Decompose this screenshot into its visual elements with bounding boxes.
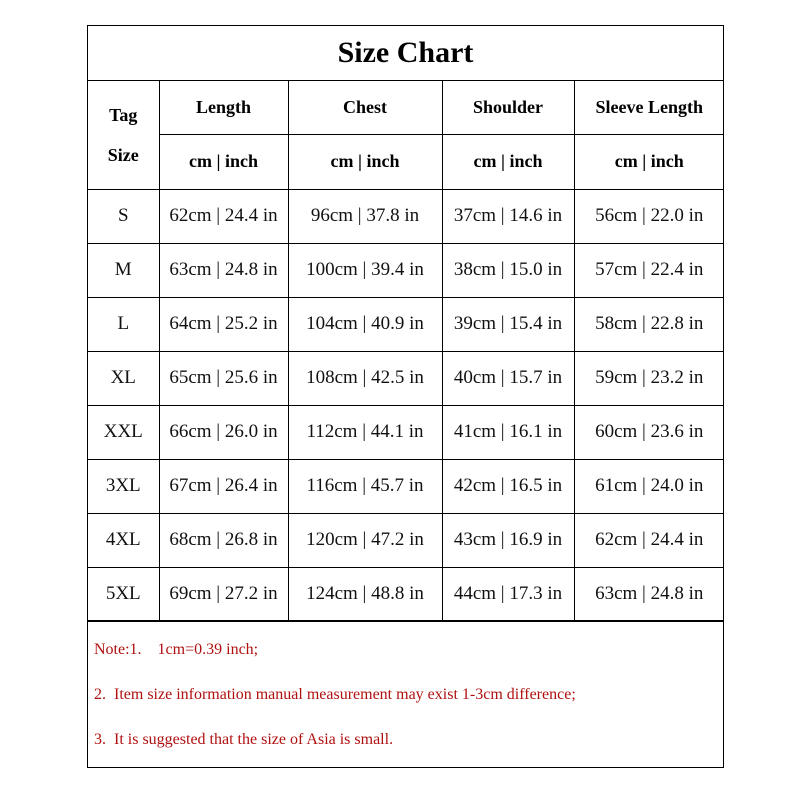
size-cell: 3XL bbox=[88, 459, 159, 513]
sleeve-length-header: Sleeve Length bbox=[574, 81, 724, 134]
size-cell: S bbox=[88, 189, 159, 243]
length-cell: 69cm | 27.2 in bbox=[159, 567, 288, 621]
shoulder-cell: 37cm | 14.6 in bbox=[442, 189, 574, 243]
notes-section bbox=[88, 620, 723, 768]
chest-cell: 124cm | 48.8 in bbox=[288, 567, 442, 621]
table-row bbox=[88, 189, 724, 243]
chest-cell: 116cm | 45.7 in bbox=[288, 459, 442, 513]
table-row bbox=[88, 243, 724, 297]
table-row bbox=[88, 405, 724, 459]
size-table bbox=[88, 81, 724, 622]
sleeve-length-cell: 61cm | 24.0 in bbox=[574, 459, 724, 513]
sleeve-length-cell: 62cm | 24.4 in bbox=[574, 513, 724, 567]
size-cell: 4XL bbox=[88, 513, 159, 567]
sleeve-length-cell: 56cm | 22.0 in bbox=[574, 189, 724, 243]
length-cell: 65cm | 25.6 in bbox=[159, 351, 288, 405]
sleeve-length-cell: 60cm | 23.6 in bbox=[574, 405, 724, 459]
shoulder-cell: 43cm | 16.9 in bbox=[442, 513, 574, 567]
table-row bbox=[88, 351, 724, 405]
size-cell: L bbox=[88, 297, 159, 351]
chest-cell: 104cm | 40.9 in bbox=[288, 297, 442, 351]
note-1: Note:1. 1cm=0.39 inch; bbox=[94, 641, 259, 658]
note-3: 3. It is suggested that the size of Asia is small. bbox=[94, 731, 394, 748]
shoulder-cell: 42cm | 16.5 in bbox=[442, 459, 574, 513]
length-header: Length bbox=[159, 81, 288, 134]
length-cell: 67cm | 26.4 in bbox=[159, 459, 288, 513]
table-row bbox=[88, 567, 724, 621]
sleeve-length-cell: 57cm | 22.4 in bbox=[574, 243, 724, 297]
length-cell: 62cm | 24.4 in bbox=[159, 189, 288, 243]
chest-cell: 112cm | 44.1 in bbox=[288, 405, 442, 459]
sleeve-length-cell: 59cm | 23.2 in bbox=[574, 351, 724, 405]
unit-row bbox=[88, 134, 724, 189]
shoulder-unit: cm | inch bbox=[442, 134, 574, 189]
header-row bbox=[88, 81, 724, 134]
tag-size-header bbox=[88, 81, 159, 189]
sleeve-length-cell: 63cm | 24.8 in bbox=[574, 567, 724, 621]
chest-cell: 100cm | 39.4 in bbox=[288, 243, 442, 297]
size-cell: M bbox=[88, 243, 159, 297]
shoulder-header: Shoulder bbox=[442, 81, 574, 134]
size-label: Size bbox=[107, 144, 139, 165]
length-cell: 64cm | 25.2 in bbox=[159, 297, 288, 351]
length-cell: 66cm | 26.0 in bbox=[159, 405, 288, 459]
chest-cell: 96cm | 37.8 in bbox=[288, 189, 442, 243]
shoulder-cell: 41cm | 16.1 in bbox=[442, 405, 574, 459]
table-row bbox=[88, 513, 724, 567]
tag-label: Tag bbox=[109, 104, 138, 125]
sleeve-length-cell: 58cm | 22.8 in bbox=[574, 297, 724, 351]
shoulder-cell: 39cm | 15.4 in bbox=[442, 297, 574, 351]
size-chart-frame bbox=[87, 25, 724, 768]
chest-unit: cm | inch bbox=[288, 134, 442, 189]
chart-title: Size Chart bbox=[88, 26, 723, 81]
size-cell: XXL bbox=[88, 405, 159, 459]
note-2: 2. Item size information manual measurement may exist 1-3cm difference; bbox=[94, 686, 576, 703]
sleeve-unit: cm | inch bbox=[574, 134, 724, 189]
size-rows bbox=[88, 189, 724, 621]
table-row bbox=[88, 297, 724, 351]
chest-cell: 108cm | 42.5 in bbox=[288, 351, 442, 405]
size-cell: XL bbox=[88, 351, 159, 405]
chest-cell: 120cm | 47.2 in bbox=[288, 513, 442, 567]
shoulder-cell: 44cm | 17.3 in bbox=[442, 567, 574, 621]
shoulder-cell: 38cm | 15.0 in bbox=[442, 243, 574, 297]
length-cell: 63cm | 24.8 in bbox=[159, 243, 288, 297]
chest-header: Chest bbox=[288, 81, 442, 134]
table-row bbox=[88, 459, 724, 513]
shoulder-cell: 40cm | 15.7 in bbox=[442, 351, 574, 405]
size-cell: 5XL bbox=[88, 567, 159, 621]
length-cell: 68cm | 26.8 in bbox=[159, 513, 288, 567]
length-unit: cm | inch bbox=[159, 134, 288, 189]
